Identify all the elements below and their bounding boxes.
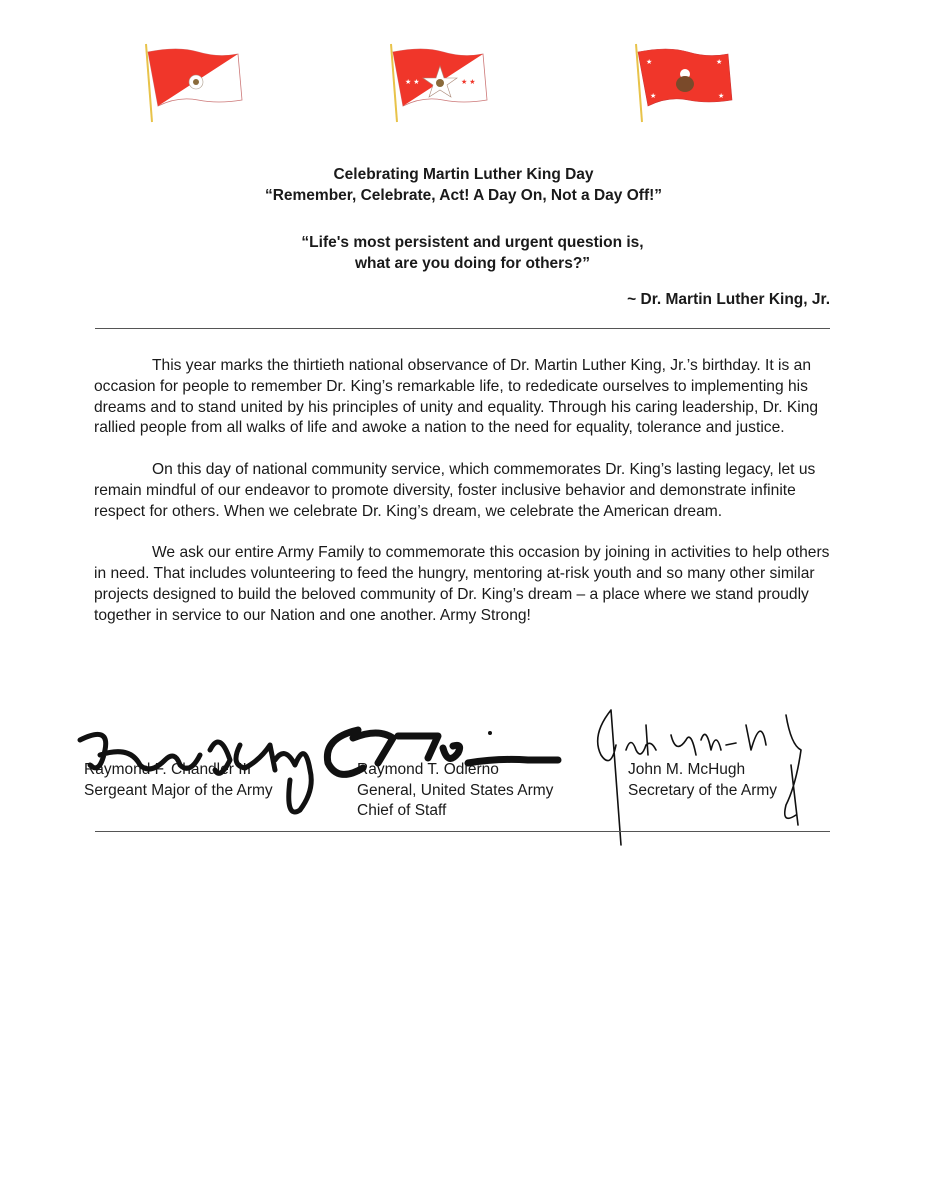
quote-attribution: ~ Dr. Martin Luther King, Jr. [627,291,830,308]
signatory-odierno [357,760,553,822]
document-header [0,164,927,206]
paragraph: On this day of national community service, which commemorates Dr. King’s lasting legacy, let us remain mindful of our endeavor to promote diversity, foster inclusive behavior and demonstrate infinite respect for others. When we celebrate Dr. King’s dream, we celebrate the American dream. [94,460,816,520]
paragraph: This year marks the thirtieth national observance of Dr. Martin Luther King, Jr.’s birthday. It is an occasion for people to remember Dr. King’s remarkable life, to rededicate ourselves to implementing his dreams and to stand united by his principles of unity and equality. Through his caring leadership, Dr. King rallied people from all walks of life and awoke a nation to the need for equality, tolerance and justice. [94,357,819,437]
quote-line-2: what are you doing for others?” [354,255,591,272]
quote-block [95,232,850,274]
signatory-title: General, United States Army [357,781,554,799]
svg-text:★ ★: ★ ★ [405,79,420,86]
chief-of-staff-flag [383,40,493,125]
signatory-name: John M. McHugh [628,761,746,778]
signatory-mchugh [628,760,777,801]
flag-icon [138,40,248,125]
flag-icon [383,40,493,125]
letter-body [94,356,839,647]
signatory-title-2: Chief of Staff [357,802,447,819]
svg-text:★: ★ [718,93,725,100]
document-title: Celebrating Martin Luther King Day [333,166,594,183]
signatory-title: Sergeant Major of the Army [84,781,273,799]
header-divider [95,328,830,329]
paragraph: We ask our entire Army Family to commemorate this occasion by joining in activities to help others in need. That includes volunteering to feed the hungry, mentoring at-risk youth and so many other similar projects designed to build the beloved community of Dr. King’s dream – a place where we stand proudly together in service to our Nation and one another. Army Strong! [94,544,830,624]
svg-text:★ ★: ★ ★ [461,79,476,86]
flag-icon [628,40,738,125]
signatory-chandler [84,760,273,801]
document-subtitle: “Remember, Celebrate, Act! A Day On, Not a Day Off!” [264,187,663,204]
svg-text:★: ★ [716,59,723,66]
secretary-of-the-army-flag [628,40,738,125]
signatory-name: Raymond F. Chandler III [84,761,252,778]
svg-text:★: ★ [650,93,657,100]
signatory-title: Secretary of the Army [628,781,778,799]
signatory-name: Raymond T. Odierno [357,761,499,778]
quote-line-1: “Life's most persistent and urgent question is, [301,234,644,251]
sergeant-major-of-the-army-flag [138,40,248,125]
svg-text:★: ★ [646,59,653,66]
signature-divider [95,831,830,832]
